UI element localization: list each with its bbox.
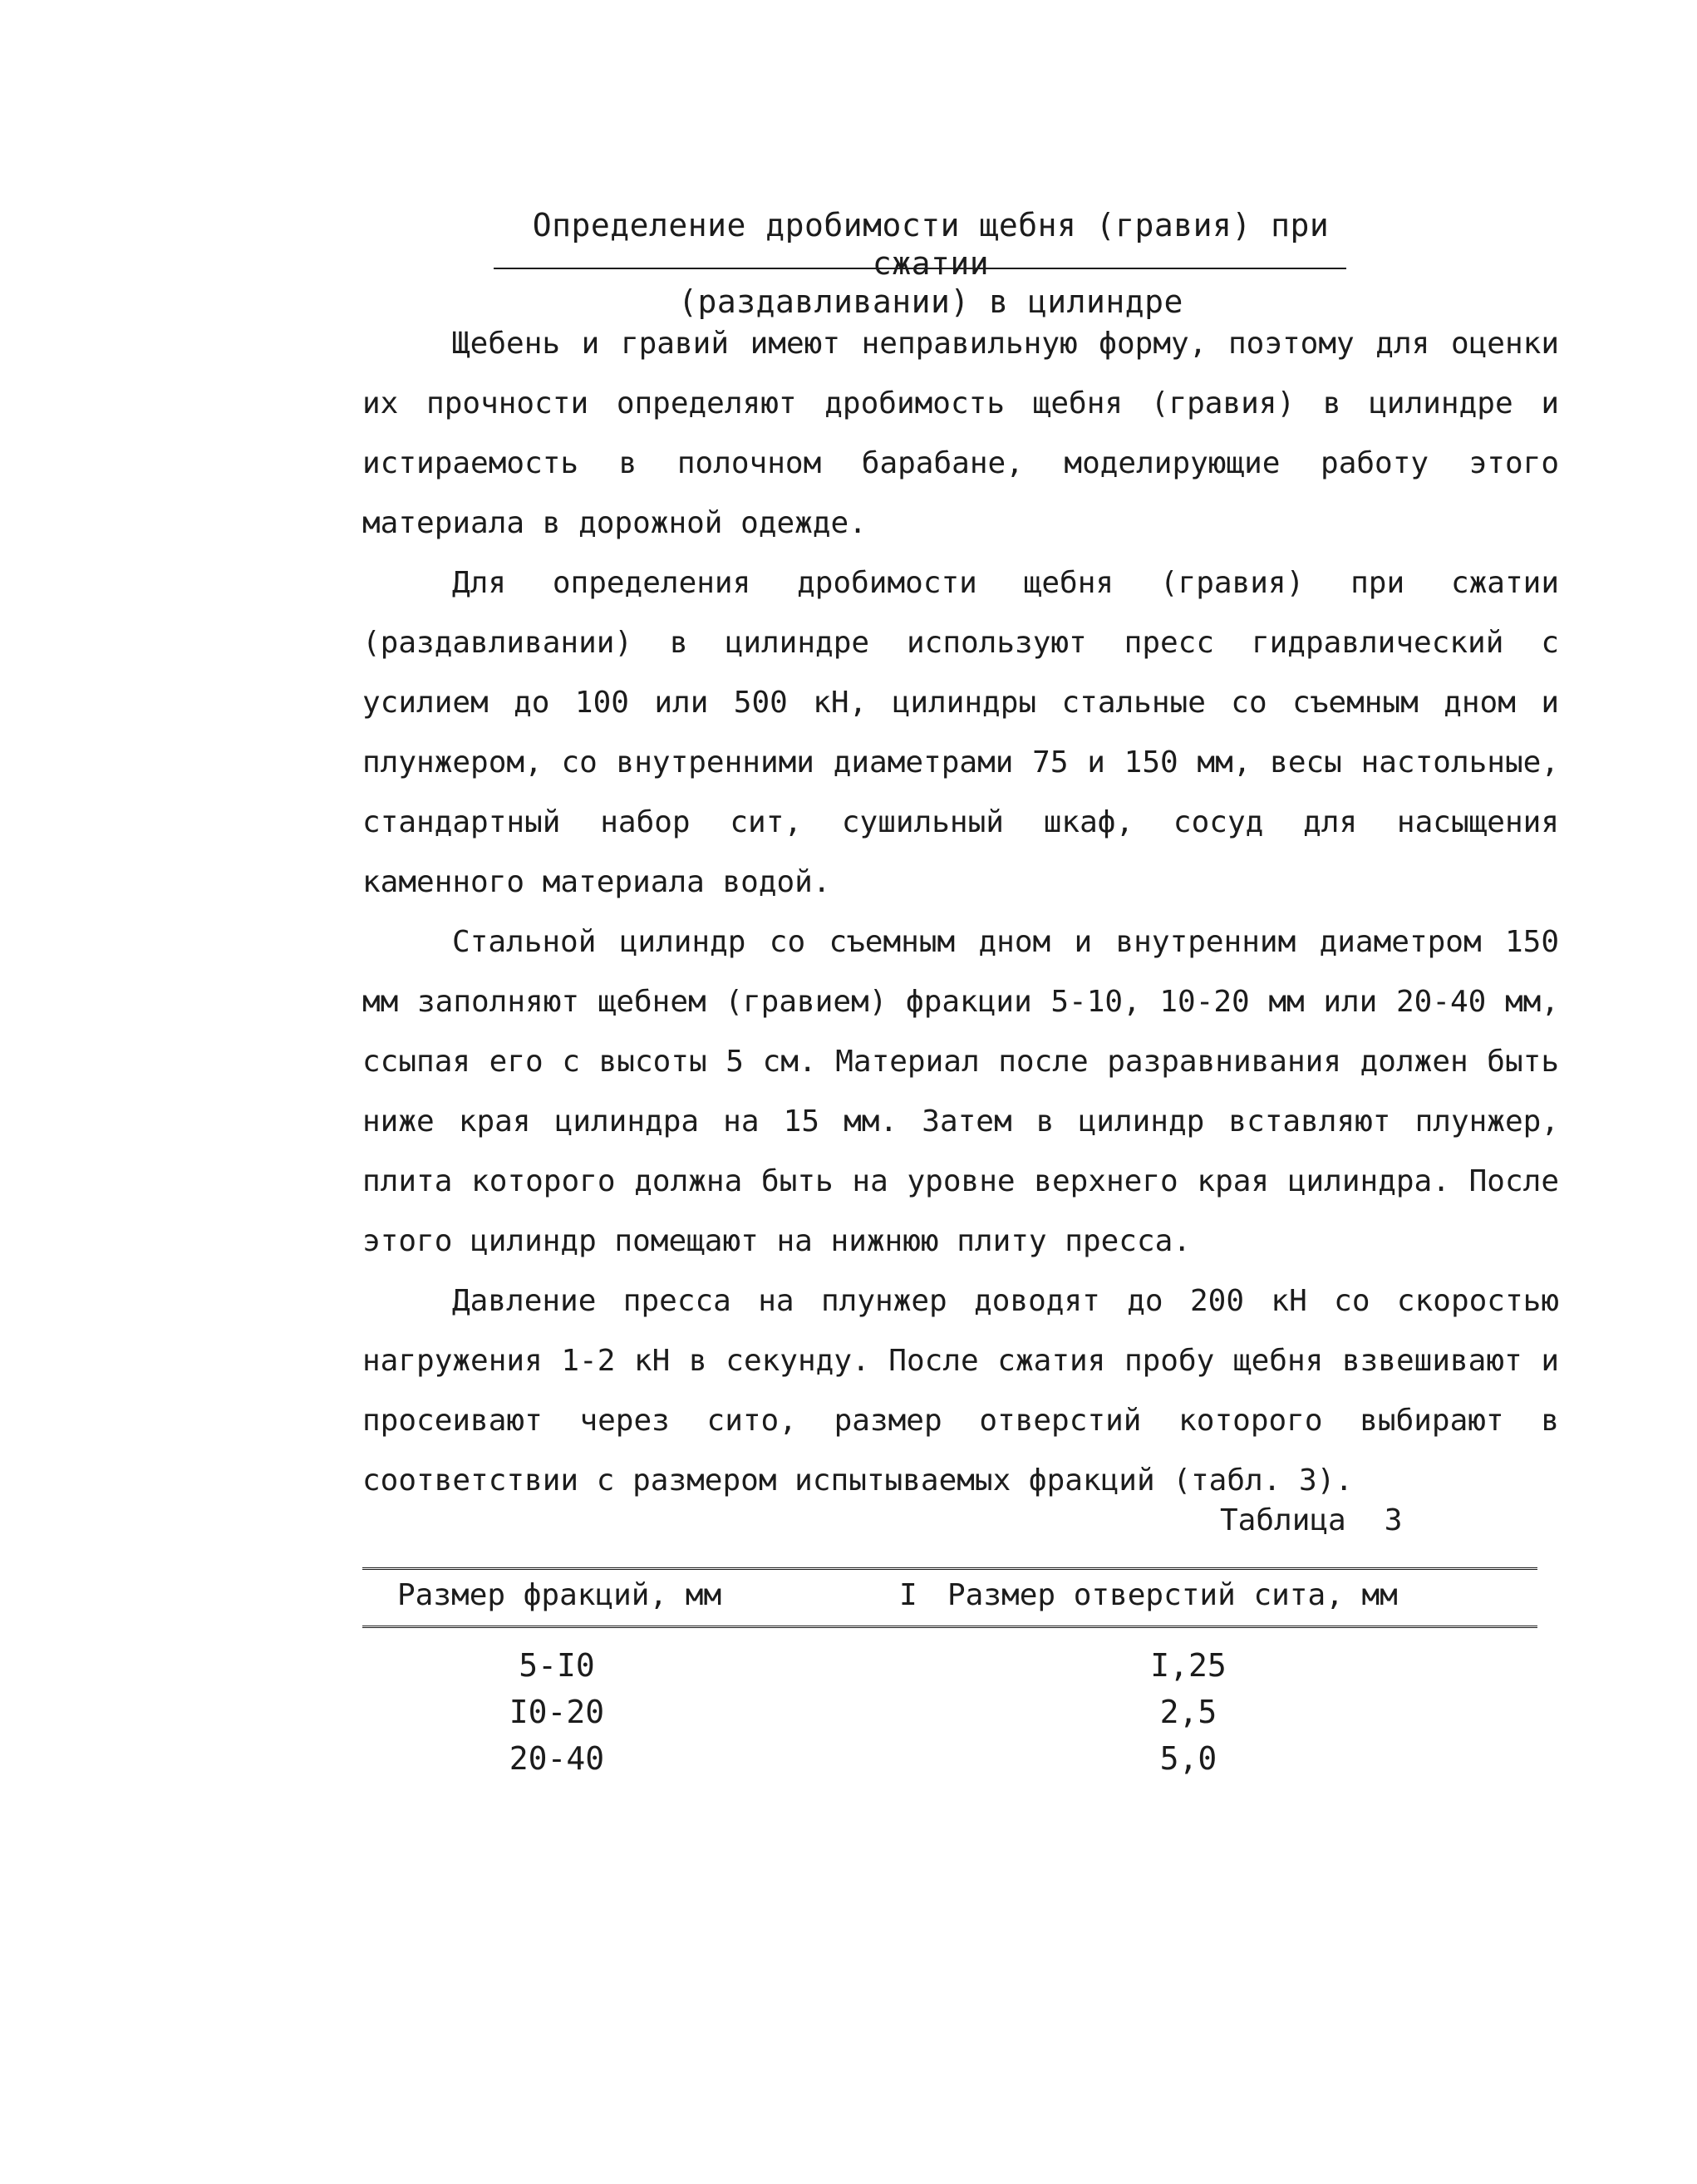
- table-header-rule: [362, 1626, 1537, 1628]
- table-header-sieve: Размер отверстий сита, мм: [947, 1578, 1398, 1612]
- title-underline: [494, 268, 1346, 269]
- paragraph-4: Давление пресса на плунжер доводят до 200 кН со скоростью нагружения 1-2 кН в секунду. После сжатия пробу щебня взвешивают и просеивают через сито, размер отверстий которого выбирают в соответствии с размером испытываемых фракций (табл. 3).: [362, 1284, 1559, 1498]
- page-title: [465, 206, 1396, 321]
- paragraph-3: Стальной цилиндр со съемным дном и внутренним диаметром 150 мм заполняют щебнем (гравием) фракции 5-10, 10-20 мм или 20-40 мм, ссыпая его с высоты 5 см. Материал после разравнивания должен быть ниже края цилиндра на 15 мм. Затем в цилиндр вставляют плунжер, плита которого должна быть на уровне верхнего края цилиндра. После этого цилиндр помещают на нижнюю плиту пресса.: [362, 925, 1559, 1258]
- table-caption-number: 3: [1384, 1503, 1403, 1537]
- table-caption: [1220, 1503, 1402, 1539]
- table-header-fraction: Размер фракций, мм: [397, 1578, 722, 1612]
- table-header-separator: I: [899, 1578, 917, 1612]
- table-cell-sieve: 2,5: [1159, 1694, 1217, 1730]
- title-line-1: Определение дробимости щебня (гравия) при сжатии: [532, 207, 1330, 282]
- table-top-rule: [362, 1567, 1537, 1570]
- table-cell-fraction: 5-I0: [519, 1647, 595, 1684]
- paragraph-1: Щебень и гравий имеют неправильную форму, поэтому для оценки их прочности определяют дробимость щебня (гравия) в цилиндре и истираемость в полочном барабане, моделирующие работу этого материала в дорожной одежде.: [362, 327, 1559, 540]
- title-line-2: (раздавливании) в цилиндре: [678, 283, 1183, 320]
- table-cell-sieve: 5,0: [1159, 1740, 1217, 1777]
- table-cell-fraction: I0-20: [509, 1694, 605, 1730]
- paragraph-2: Для определения дробимости щебня (гравия) при сжатии (раздавливании) в цилиндре используют пресс гидравлический с усилием до 100 или 500 кН, цилиндры стальные со съемным дном и плунжером, со внутренними диаметрами 75 и 150 мм, весы настольные, стандартный набор сит, сушильный шкаф, сосуд для насыщения каменного материала водой.: [362, 566, 1559, 899]
- table-cell-fraction: 20-40: [509, 1740, 605, 1777]
- body-text: [362, 314, 1559, 1511]
- table-cell-sieve: I,25: [1150, 1647, 1227, 1684]
- table-caption-label: Таблица: [1220, 1503, 1346, 1537]
